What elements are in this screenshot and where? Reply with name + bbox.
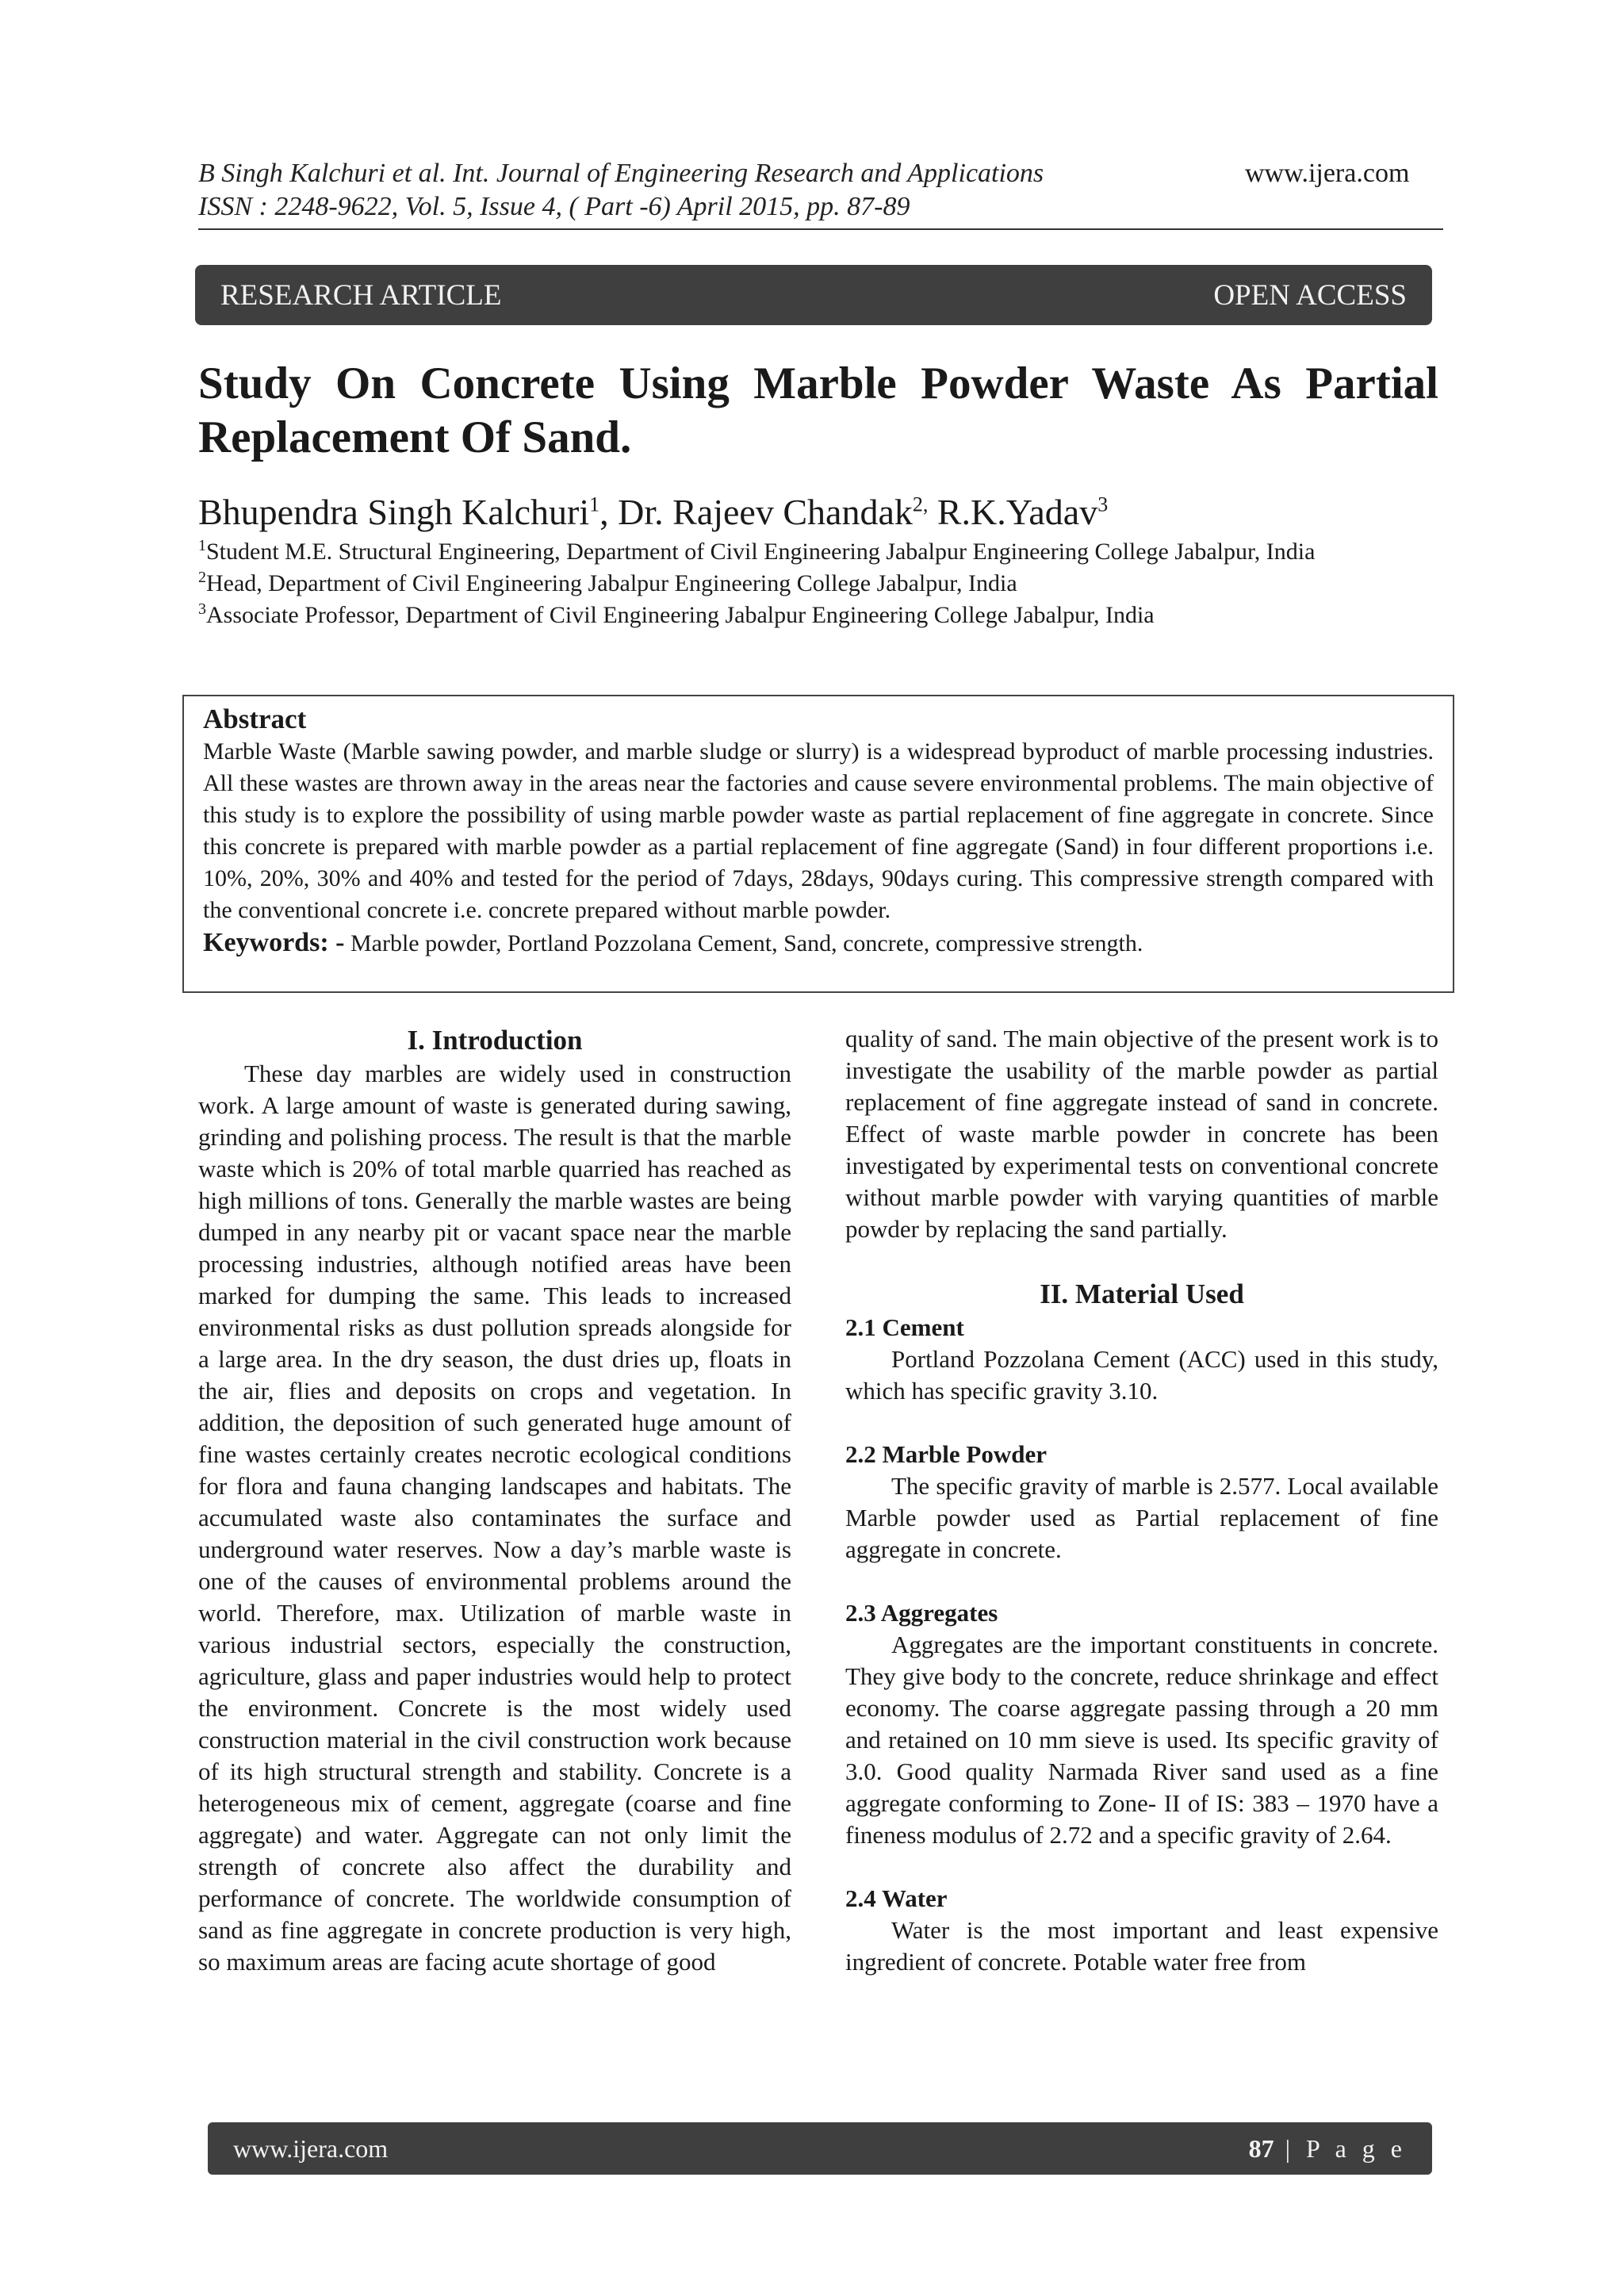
affiliation-2-sup: 2 — [198, 569, 206, 586]
marble-powder-text: The specific gravity of marble is 2.577. Local available Marble powder used as Partial replacement of fine aggregate in concrete. — [845, 1472, 1438, 1563]
cement-text: Portland Pozzolana Cement (ACC) used in this study, which has specific gravity 3.10. — [845, 1345, 1438, 1405]
keywords-label: Keywords: - — [203, 928, 345, 957]
page-label: | P a g e — [1274, 2133, 1407, 2163]
section-1-heading: I. Introduction — [407, 1025, 583, 1056]
affiliation-1 — [198, 536, 1438, 568]
page-number: 87 — [1248, 2133, 1274, 2163]
journal-line: B Singh Kalchuri et al. Int. Journal of Engineering Research and Applications — [198, 159, 1044, 188]
affiliations — [198, 536, 1438, 631]
author-list — [198, 490, 1108, 535]
issn-line: ISSN : 2248-9622, Vol. 5, Issue 4, ( Part -6) April 2015, pp. 87-89 — [198, 192, 910, 221]
spacer — [845, 1245, 1438, 1277]
spacer — [845, 1851, 1438, 1883]
keywords-text: Marble powder, Portland Pozzolana Cement, Sand, concrete, compressive strength. — [344, 930, 1143, 956]
title-line-2: Replacement Of Sand. — [198, 412, 632, 462]
water-text: Water is the most important and least expensive ingredient of concrete. Potable water free from — [845, 1916, 1438, 1976]
article-banner — [195, 265, 1432, 325]
author-3-sup: 3 — [1097, 493, 1109, 516]
affiliation-3-text: Associate Professor, Department of Civil Engineering Jabalpur Engineering College Jabalpur, India — [206, 602, 1155, 628]
author-1: Bhupendra Singh Kalchuri — [198, 492, 590, 532]
abstract-heading: Abstract — [203, 703, 307, 734]
footer-website-link[interactable]: www.ijera.com — [233, 2133, 389, 2163]
page-number-label — [1249, 2134, 1407, 2164]
spacer — [845, 1407, 1438, 1439]
introduction-continued: quality of sand. The main objective of the present work is to investigate the usability of the marble powder as partial replacement of fine aggregate instead of sand in concrete. Effect of waste marble powder in concrete has been investigated by experimental tests on conventional concrete without marble powder with varying quantities of marble powder by replacing the sand partially. — [845, 1025, 1438, 1243]
author-3: R.K.Yadav — [928, 492, 1098, 532]
affiliation-2 — [198, 568, 1438, 600]
affiliation-3-sup: 3 — [198, 600, 206, 618]
page-footer — [208, 2122, 1432, 2175]
water-heading: 2.4 Water — [845, 1884, 948, 1912]
keywords — [203, 926, 1434, 964]
aggregates-heading: 2.3 Aggregates — [845, 1599, 998, 1627]
research-article-label: RESEARCH ARTICLE — [220, 278, 502, 312]
introduction-text: These day marbles are widely used in construction work. A large amount of waste is generated during sawing, grinding and polishing process. The result is that the marble waste which is 20% of total marble quarried has reached as high millions of tons. Generally the marble wastes are being dumped in any nearby pit or vacant space near the marble processing industries, although notified areas have been marked for dumping the same. This leads to increased environmental risks as dust pollution spreads alongside for a large area. In the dry season, the dust dries up, floats in the air, flies and deposits on crops and vegetation. In addition, the deposition of such generated huge amount of fine wastes certainly creates necrotic ecological conditions for flora and fauna changing landscapes and habitats. The accumulated waste also contaminates the surface and underground water reserves. Now a day’s marble waste is one of the causes of environmental problems around the world. Therefore, max. Utilization of marble waste in various industrial sectors, especially the construction, agriculture, glass and paper industries would help to protect the environment. Concrete is the most widely used construction material in the civil construction work because of its high structural strength and stability. Concrete is a heterogeneous mix of cement, aggregate (coarse and fine aggregate) and water. Aggregate can not only limit the strength of concrete also affect the durability and performance of concrete. The worldwide consumption of sand as fine aggregate in concrete production is very high, so maximum areas are facing acute shortage of good — [198, 1060, 791, 1976]
author-2-sup: 2, — [912, 493, 929, 516]
aggregates-text: Aggregates are the important constituents in concrete. They give body to the concrete, reduce shrinkage and effect economy. The coarse aggregate passing through a 20 mm and retained on 10 mm sieve is used. Its specific gravity of 3.0. Good quality Narmada River sand used as a fine aggregate conforming to Zone- II of IS: 383 – 1970 have a fineness modulus of 2.72 and a specific gravity of 2.64. — [845, 1631, 1438, 1849]
affiliation-1-sup: 1 — [198, 537, 206, 554]
affiliation-3 — [198, 600, 1438, 631]
paper-title — [198, 357, 1438, 465]
section-2-heading: II. Material Used — [1040, 1278, 1244, 1309]
header-rule — [198, 228, 1443, 230]
cement-heading: 2.1 Cement — [845, 1313, 964, 1341]
left-column — [198, 1023, 791, 1978]
affiliation-1-text: Student M.E. Structural Engineering, Department of Civil Engineering Jabalpur Engineering College Jabalpur, India — [206, 539, 1316, 565]
author-1-sup: 1 — [589, 493, 600, 516]
author-2: , Dr. Rajeev Chandak — [599, 492, 913, 532]
affiliation-2-text: Head, Department of Civil Engineering Jabalpur Engineering College Jabalpur, India — [206, 570, 1017, 596]
header-website-link[interactable]: www.ijera.com — [1245, 159, 1410, 188]
abstract-text: Marble Waste (Marble sawing powder, and marble sludge or slurry) is a widespread byproduct of marble processing industries. All these wastes are thrown away in the areas near the factories and cause severe environmental problems. The main objective of this study is to explore the possibility of using marble powder waste as partial replacement of fine aggregate in concrete. Since this concrete is prepared with marble powder as a partial replacement of fine aggregate (Sand) in four different proportions i.e. 10%, 20%, 30% and 40% and tested for the period of 7days, 28days, 90days curing. This compressive strength compared with the conventional concrete i.e. concrete prepared without marble powder. — [203, 738, 1434, 923]
open-access-label: OPEN ACCESS — [1213, 278, 1407, 312]
spacer — [845, 1566, 1438, 1597]
abstract-box — [182, 695, 1454, 993]
title-line-1: Study On Concrete Using Marble Powder Waste As Partial — [198, 358, 1438, 408]
right-column — [845, 1023, 1438, 1978]
marble-powder-heading: 2.2 Marble Powder — [845, 1440, 1047, 1468]
